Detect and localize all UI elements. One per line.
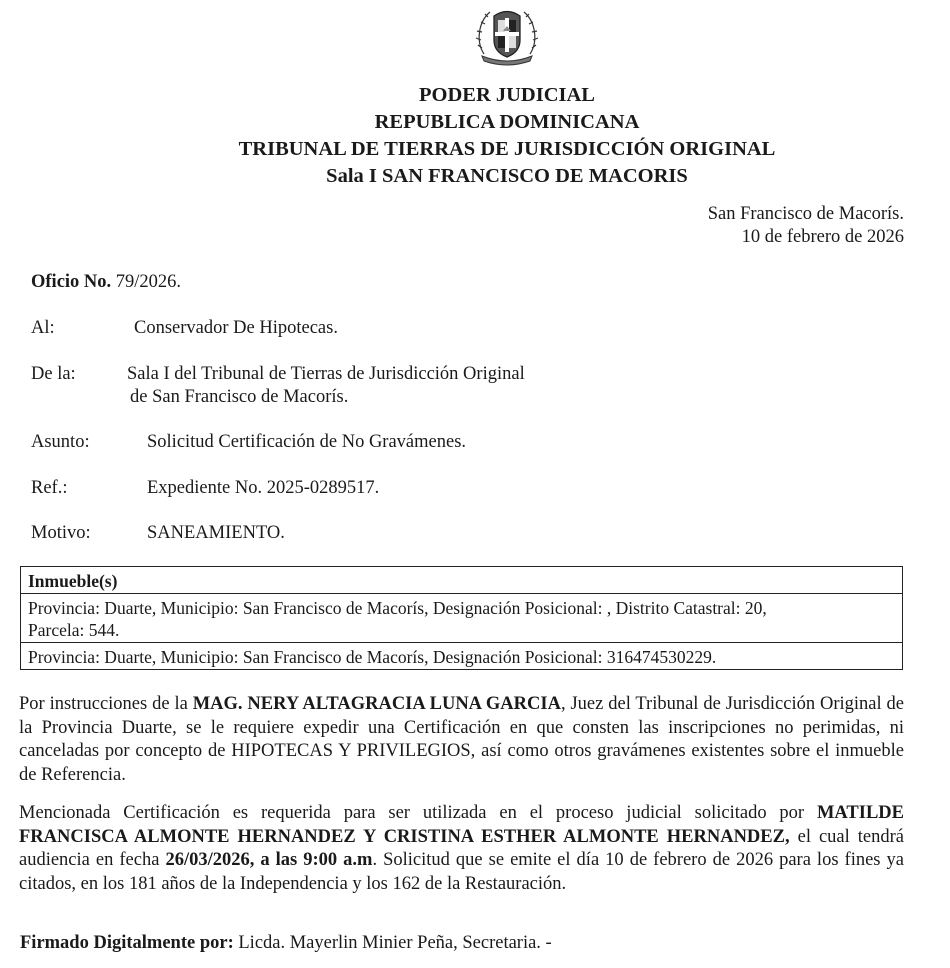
judge-name: MAG. NERY ALTAGRACIA LUNA GARCIA	[192, 694, 561, 714]
inmueble-cell-2	[21, 643, 903, 670]
digital-signature	[20, 932, 552, 955]
header-line-tribunal: TRIBUNAL DE TIERRAS DE JURISDICCIÓN ORIGINAL	[238, 138, 776, 160]
inmuebles-header-row	[21, 567, 903, 594]
inmueble-1-line1: Provincia: Duarte, Municipio: San Francisco de Macorís, Designación Posicional: , Distrito Catastral: 20,	[28, 598, 767, 618]
paragraph1-pre: Por instrucciones de la	[19, 694, 193, 714]
hearing-date: 26/03/2026, a las 9:00 a.m	[165, 850, 373, 870]
inmuebles-header: Inmueble(s)	[21, 567, 903, 594]
inmueble-2-line1: Provincia: Duarte, Municipio: San Francisco de Macorís, Designación Posicional: 316474530229.	[28, 647, 717, 667]
paragraph-instructions	[19, 693, 904, 787]
field-al-label: Al:	[31, 318, 55, 338]
field-ref-value: Expediente No. 2025-0289517.	[147, 478, 380, 498]
field-asunto-value: Solicitud Certificación de No Gravámenes.	[147, 432, 467, 452]
field-ref-label: Ref.:	[31, 478, 68, 498]
paragraph1-post: , Juez del Tribunal de Jurisdicción Original de la Provincia Duarte, se le requiere expedir una Certificación en que consten las inscripciones no perimidas, ni canceladas por concepto de HIPOTECAS Y PRIVILEGIOS, así como otros gravámenes existentes sobre el inmueble de Referencia.	[19, 694, 905, 785]
paragraph2-pre: Mencionada Certificación es requerida para ser utilizada en el proceso judicial solicitado por	[19, 803, 817, 823]
header-line-poder-judicial: PODER JUDICIAL	[419, 84, 595, 106]
oficio-number	[31, 271, 181, 294]
header-line-republica: REPUBLICA DOMINICANA	[374, 111, 640, 133]
oficio-value: 79/2026.	[115, 272, 182, 292]
date-text: 10 de febrero de 2026	[741, 227, 904, 247]
field-al-value: Conservador De Hipotecas.	[134, 318, 338, 338]
inmueble-1-line2: Parcela: 544.	[28, 620, 120, 640]
paragraph-certification	[19, 802, 904, 896]
field-motivo-value: SANEAMIENTO.	[147, 523, 285, 543]
oficio-label: Oficio No.	[31, 272, 112, 292]
place-text: San Francisco de Macorís.	[707, 204, 904, 224]
inmuebles-table	[20, 566, 903, 670]
field-de-la-value-line2: de San Francisco de Macorís.	[130, 387, 349, 407]
coat-of-arms-emblem	[474, 4, 540, 66]
signature-label: Firmado Digitalmente por:	[20, 933, 234, 953]
table-row	[21, 643, 903, 670]
field-de-la-value-line1: Sala I del Tribunal de Tierras de Jurisdicción Original	[127, 364, 525, 384]
inmueble-cell-1	[21, 594, 903, 643]
paragraph2-mid: el cual tendrá audiencia en fecha	[19, 826, 904, 870]
place-and-date	[708, 203, 904, 249]
header-line-sala: Sala I SAN FRANCISCO DE MACORIS	[326, 165, 688, 187]
field-motivo-label: Motivo:	[31, 523, 91, 543]
table-row	[21, 594, 903, 643]
field-de-la-label: De la:	[31, 364, 76, 384]
parties-names: MATILDE FRANCISCA ALMONTE HERNANDEZ Y CRISTINA ESTHER ALMONTE HERNANDEZ,	[19, 803, 904, 847]
paragraph2-post: . Solicitud que se emite el día 10 de febrero de 2026 para los fines ya citados, en los 181 años de la Independencia y los 162 de la Restauración.	[19, 850, 904, 894]
signature-value: Licda. Mayerlin Minier Peña, Secretaria. -	[233, 933, 552, 953]
field-asunto-label: Asunto:	[31, 432, 90, 452]
document-header	[0, 82, 950, 190]
